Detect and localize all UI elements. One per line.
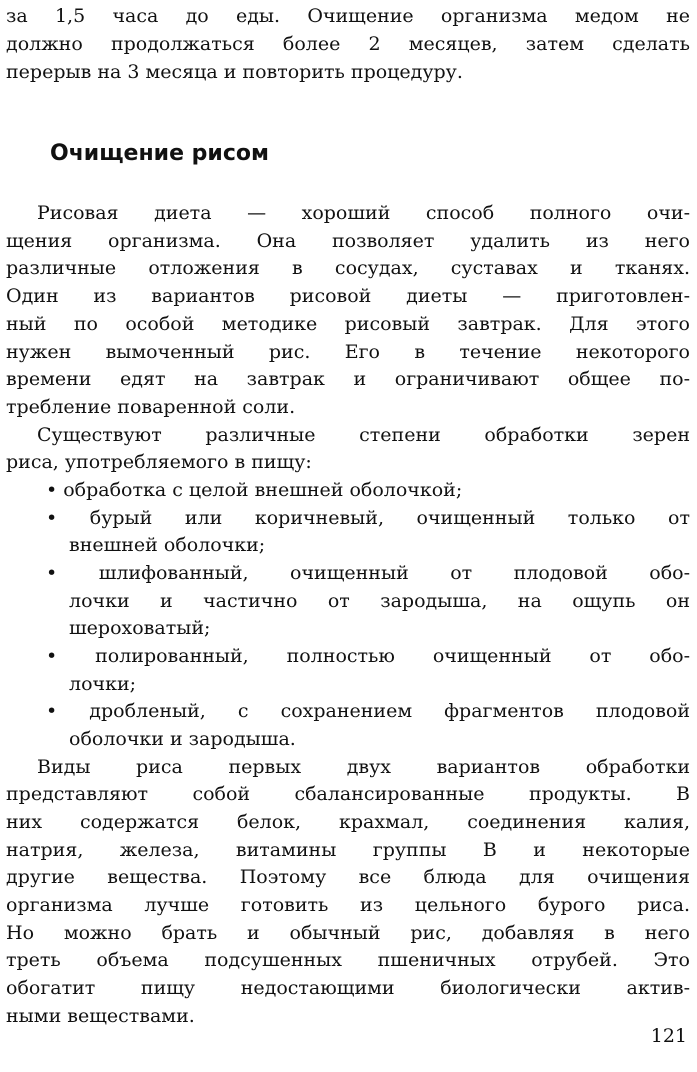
paragraph-line: Но можно брать и обычный рис, добавляя в него — [6, 922, 690, 944]
paragraph-line: организма лучше готовить из цельного бурого риса. — [6, 894, 690, 916]
paragraph-line: представляют собой сбалансированные продукты. В — [6, 783, 690, 805]
paragraph-line: ный по особой методике рисовый завтрак. Для этого — [6, 313, 690, 335]
page-number: 121 — [650, 1025, 687, 1047]
list-item-continuation: лочки; — [69, 673, 137, 695]
paragraph-line: Рисовая диета — хороший способ полного очи- — [37, 202, 690, 224]
paragraph-line: риса, употребляемого в пищу: — [6, 451, 312, 473]
paragraph-line: Существуют различные степени обработки зерен — [37, 424, 690, 446]
intro-line: за 1,5 часа до еды. Очищение организма медом не — [6, 5, 690, 27]
paragraph-line: обогатит пищу недостающими биологически актив- — [6, 977, 690, 999]
list-item: • дробленый, с сохранением фрагментов плодовой — [46, 700, 690, 722]
paragraph-line: Один из вариантов рисовой диеты — приготовлен- — [6, 285, 690, 307]
paragraph-line: ными веществами. — [6, 1005, 195, 1027]
paragraph-line: времени едят на завтрак и ограничивают общее по- — [6, 368, 690, 390]
list-item-continuation: шероховатый; — [69, 617, 211, 639]
list-item: • обработка с целой внешней оболочкой; — [46, 479, 463, 501]
paragraph-line: натрия, железа, витамины группы В и некоторые — [6, 839, 690, 861]
intro-line: должно продолжаться более 2 месяцев, затем сделать — [6, 33, 690, 55]
list-item-continuation: лочки и частично от зародыша, на ощупь он — [69, 590, 690, 612]
list-item: • бурый или коричневый, очищенный только от — [46, 507, 690, 529]
list-item: • полированный, полностью очищенный от обо- — [46, 645, 690, 667]
list-item-continuation: оболочки и зародыша. — [69, 728, 296, 750]
paragraph-line: другие вещества. Поэтому все блюда для очищения — [6, 866, 690, 888]
section-heading: Очищение рисом — [50, 141, 269, 166]
paragraph-line: различные отложения в сосудах, суставах и тканях. — [6, 257, 690, 279]
paragraph-line: щения организма. Она позволяет удалить из него — [6, 230, 690, 252]
paragraph-line: требление поваренной соли. — [6, 396, 296, 418]
intro-line: перерыв на 3 месяца и повторить процедуру. — [6, 61, 463, 83]
paragraph-line: треть объема подсушенных пшеничных отрубей. Это — [6, 949, 690, 971]
paragraph-line: Виды риса первых двух вариантов обработки — [37, 756, 690, 778]
paragraph-line: нужен вымоченный рис. Его в течение некоторого — [6, 341, 690, 363]
paragraph-line: них содержатся белок, крахмал, соединения калия, — [6, 811, 690, 833]
list-item-continuation: внешней оболочки; — [69, 534, 266, 556]
list-item: • шлифованный, очищенный от плодовой обо- — [46, 562, 690, 584]
